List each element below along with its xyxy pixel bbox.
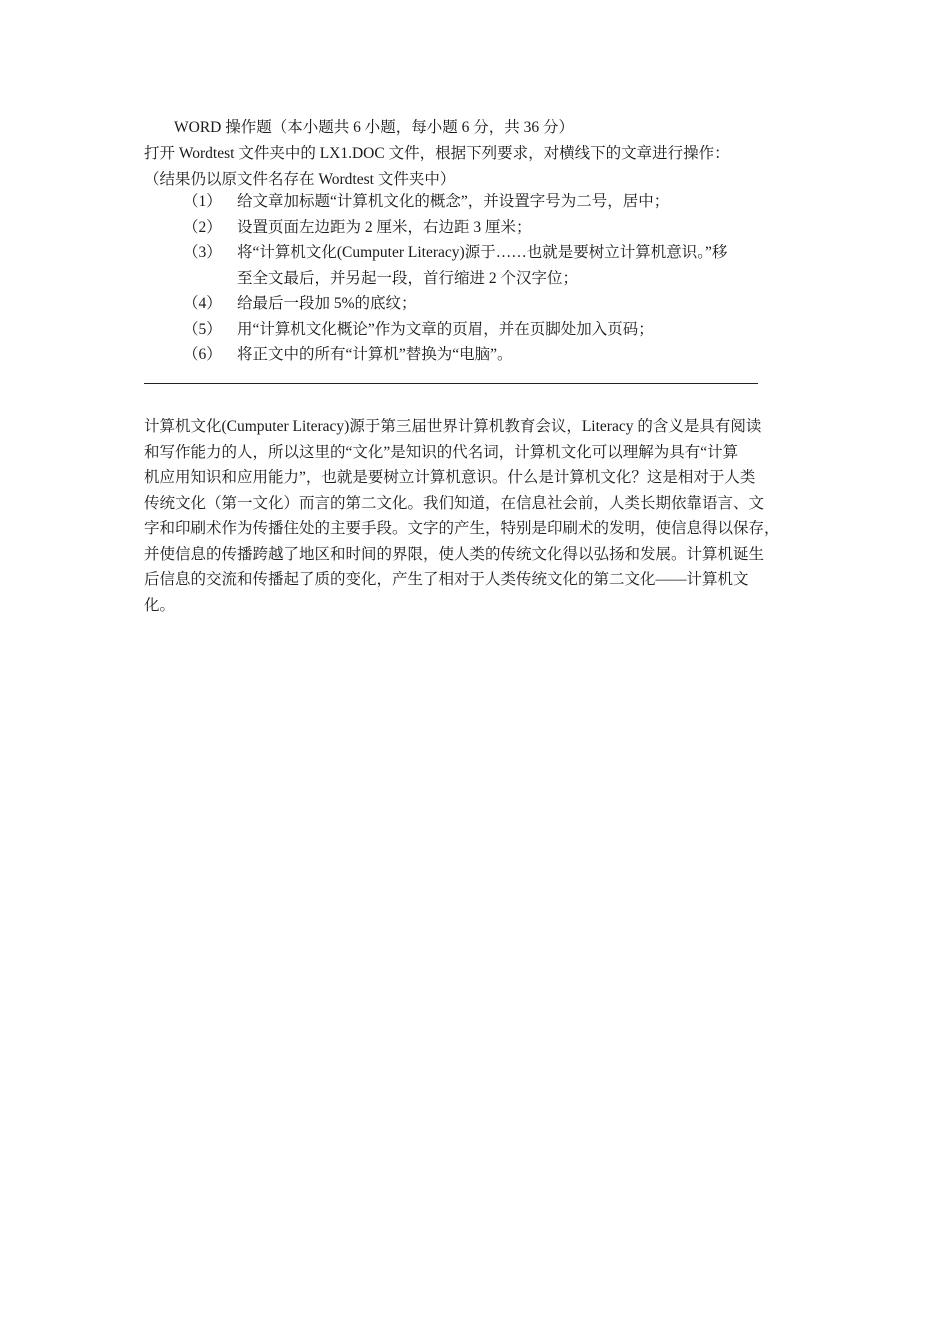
task-item bbox=[176, 291, 816, 317]
task-item bbox=[176, 317, 816, 343]
task-text bbox=[237, 189, 816, 215]
task-text-line: 给最后一段加 5%的底纹； bbox=[237, 295, 417, 312]
task-text-line: 用“计算机文化概论”作为文章的页眉，并在页脚处加入页码； bbox=[237, 320, 654, 338]
article-line: 和写作能力的人，所以这里的“文化”是知识的代名词，计算机文化可以理解为具有“计算 bbox=[144, 443, 739, 461]
article-paragraph bbox=[144, 414, 810, 618]
task-item bbox=[176, 215, 816, 241]
task-number: （5） bbox=[183, 320, 222, 338]
task-text-line: 将“计算机文化(Cumputer Literacy)源于……也就是要树立计算机意识。”移 bbox=[237, 244, 728, 261]
task-number: （1） bbox=[183, 193, 222, 210]
task-text-line: 设置页面左边距为 2 厘米，右边距 3 厘米； bbox=[237, 218, 532, 236]
article-line: 并使信息的传播跨越了地区和时间的界限，使人类的传统文化得以弘扬和发展。计算机诞生 bbox=[144, 545, 765, 563]
task-number: （6） bbox=[183, 346, 222, 363]
instructions-line-2: （结果仍以原文件名存在 Wordtest 文件夹中） bbox=[144, 170, 456, 188]
task-text bbox=[237, 342, 816, 368]
task-number: （4） bbox=[183, 295, 222, 312]
task-number: （2） bbox=[183, 218, 222, 236]
task-item bbox=[176, 189, 816, 215]
exam-heading: WORD 操作题（本小题共 6 小题，每小题 6 分，共 36 分） bbox=[174, 119, 574, 136]
horizontal-rule bbox=[144, 383, 758, 384]
article-line: 化。 bbox=[144, 596, 176, 614]
task-text bbox=[237, 317, 816, 343]
task-text bbox=[237, 240, 816, 291]
article-line: 机应用知识和应用能力”，也就是要树立计算机意识。什么是计算机文化？这是相对于人类 bbox=[144, 469, 756, 486]
article-line: 字和印刷术作为传播住处的主要手段。文字的产生，特别是印刷术的发明，使信息得以保存， bbox=[144, 520, 780, 537]
task-text bbox=[237, 215, 816, 241]
task-text bbox=[237, 291, 816, 317]
task-number: （3） bbox=[183, 244, 222, 261]
instructions-line-1: 打开 Wordtest 文件夹中的 LX1.DOC 文件，根据下列要求，对横线下的文章进行操作： bbox=[144, 145, 730, 162]
task-list bbox=[176, 189, 816, 368]
article-line: 计算机文化(Cumputer Literacy)源于第三届世界计算机教育会议，Literacy 的含义是具有阅读 bbox=[144, 418, 762, 435]
task-text-line: 给文章加标题“计算机文化的概念”，并设置字号为二号，居中； bbox=[237, 193, 670, 210]
instructions bbox=[144, 141, 810, 192]
task-item bbox=[176, 342, 816, 368]
task-item bbox=[176, 240, 816, 291]
article-line: 传统文化（第一文化）而言的第二文化。我们知道，在信息社会前，人类长期依靠语言、文 bbox=[144, 494, 765, 512]
task-text-line: 至全文最后，并另起一段，首行缩进 2 个汉字位； bbox=[237, 269, 579, 287]
task-text-line: 将正文中的所有“计算机”替换为“电脑”。 bbox=[237, 346, 513, 363]
article-line: 后信息的交流和传播起了质的变化，产生了相对于人类传统文化的第二文化——计算机文 bbox=[144, 571, 749, 588]
